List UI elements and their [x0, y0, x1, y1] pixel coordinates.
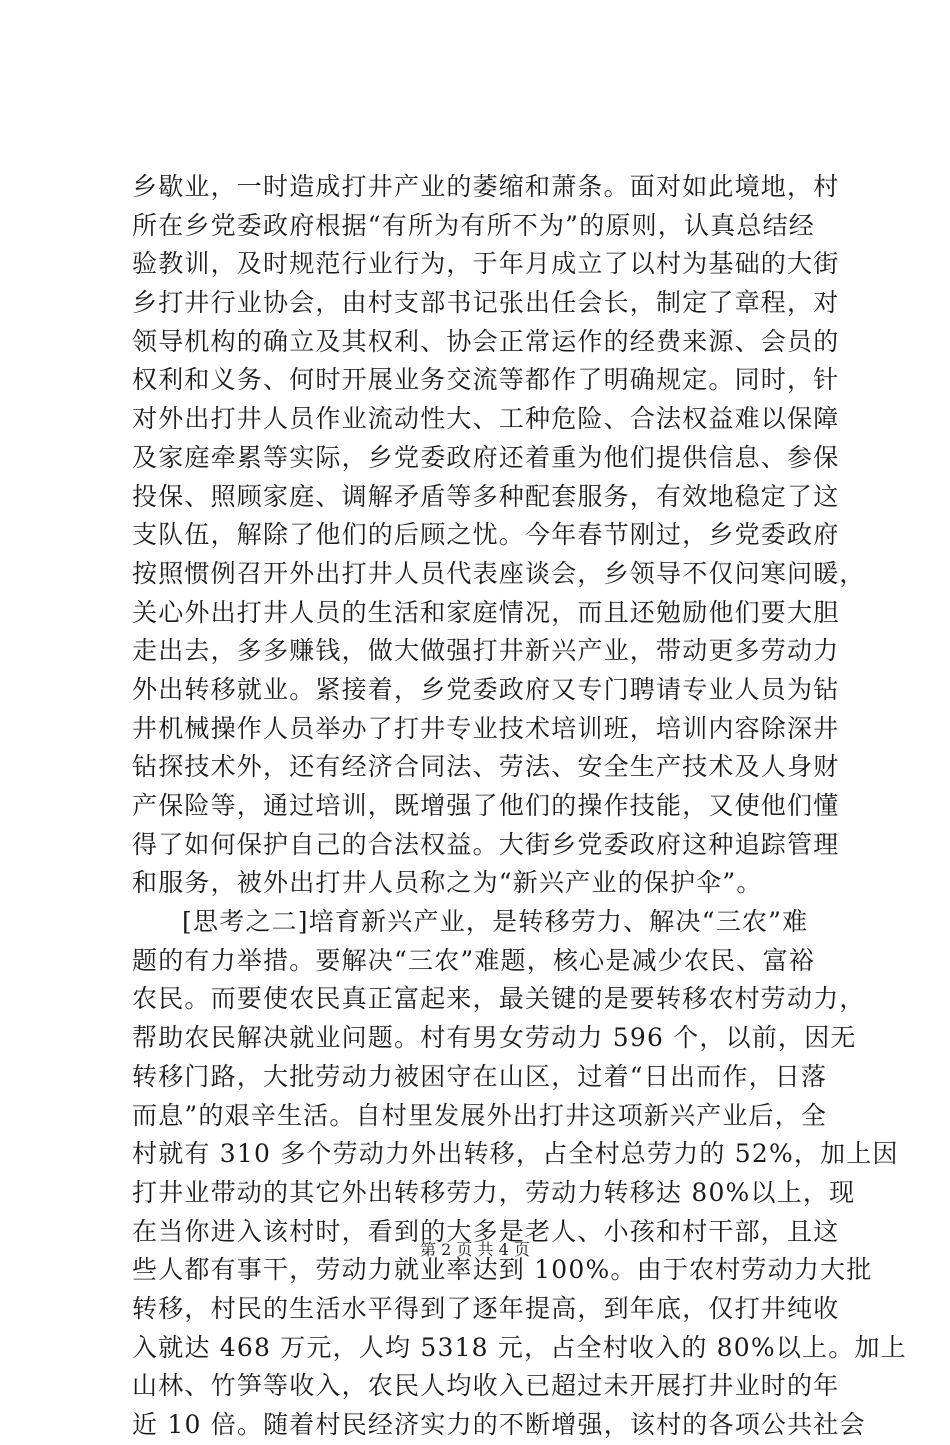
text-line: 外出转移就业。紧接着，乡党委政府又专门聘请专业人员为钻	[132, 674, 840, 704]
text-line: 些人都有事干，劳动力就业率达到 100%。由于农村劳动力大批	[132, 1255, 873, 1285]
text-line: 关心外出打井人员的生活和家庭情况，而且还勉励他们要大胆	[132, 597, 840, 627]
text-line: 井机械操作人员举办了打井专业技术培训班，培训内容除深井	[132, 713, 840, 743]
text-line: 权利和义务、何时开展业务交流等都作了明确规定。同时，针	[132, 365, 840, 395]
text-line: 所在乡党委政府根据“有所为有所不为”的原则，认真总结经	[132, 210, 815, 240]
text-line: 乡歇业，一时造成打井产业的萎缩和萧条。面对如此境地，村	[132, 172, 840, 201]
text-line: 入就达 468 万元，人均 5318 元，占全村收入的 80%以上。加上	[132, 1332, 907, 1362]
page-footer	[0, 1240, 950, 1260]
text-line: 乡打井行业协会，由村支部书记张出任会长，制定了章程，对	[132, 288, 840, 318]
text-line: 转移门路，大批劳动力被困守在山区，过着“日出而作，日落	[132, 1061, 828, 1091]
text-line: 近 10 倍。随着村民经济实力的不断增强，该村的各项公共社会	[132, 1410, 866, 1439]
text-line: 支队伍，解除了他们的后顾之忧。今年春节刚过，乡党委政府	[132, 520, 840, 550]
text-line: 而息”的艰辛生活。自村里发展外出打井这项新兴产业后，全	[132, 1100, 828, 1130]
page-number-label: 第 2 页 共 4 页	[420, 1240, 530, 1259]
text-line: 农民。而要使农民真正富起来，最关键的是要转移农村劳动力，	[132, 984, 866, 1014]
text-line: 走出去，多多赚钱，做大做强打井新兴产业，带动更多劳动力	[132, 636, 840, 666]
text-line: 山林、竹笋等收入，农民人均收入已超过未开展打井业时的年	[132, 1371, 840, 1401]
text-line: 题的有力举措。要解决“三农”难题，核心是减少农民、富裕	[132, 945, 815, 975]
text-line: 转移，村民的生活水平得到了逐年提高，到年底，仅打井纯收	[132, 1293, 840, 1323]
text-line: 钻探技术外，还有经济合同法、劳法、安全生产技术及人身财	[132, 752, 840, 782]
text-line: 打井业带动的其它外出转移劳力，劳动力转移达 80%以上，现	[132, 1177, 856, 1207]
text-line: 和服务，被外出打井人员称之为“新兴产业的保护伞”。	[132, 868, 763, 898]
text-line: 在当你进入该村时，看到的大多是老人、小孩和村干部，且这	[132, 1216, 840, 1246]
text-line: 帮助农民解决就业问题。村有男女劳动力 596 个，以前，因无	[132, 1023, 857, 1053]
text-line: 按照惯例召开外出打井人员代表座谈会，乡领导不仅问寒问暖，	[132, 558, 866, 588]
text-line: 村就有 310 多个劳动力外出转移，占全村总劳力的 52%，加上因	[132, 1139, 899, 1169]
text-line: 验教训，及时规范行业行为，于年月成立了以村为基础的大街	[132, 249, 840, 279]
text-line: 对外出打井人员作业流动性大、工种危险、合法权益难以保障	[132, 404, 840, 434]
text-line: 产保险等，通过培训，既增强了他们的操作技能，又使他们懂	[132, 791, 840, 820]
text-line: 投保、照顾家庭、调解矛盾等多种配套服务，有效地稳定了这	[132, 481, 840, 511]
text-line: 得了如何保护自己的合法权益。大街乡党委政府这种追踪管理	[132, 829, 840, 859]
text-line: 及家庭牵累等实际，乡党委政府还着重为他们提供信息、参保	[132, 442, 840, 472]
paragraph-start-line: [思考之二]培育新兴产业，是转移劳力、解决“三农”难	[182, 907, 809, 937]
text-line: 领导机构的确立及其权利、协会正常运作的经费来源、会员的	[132, 326, 840, 356]
